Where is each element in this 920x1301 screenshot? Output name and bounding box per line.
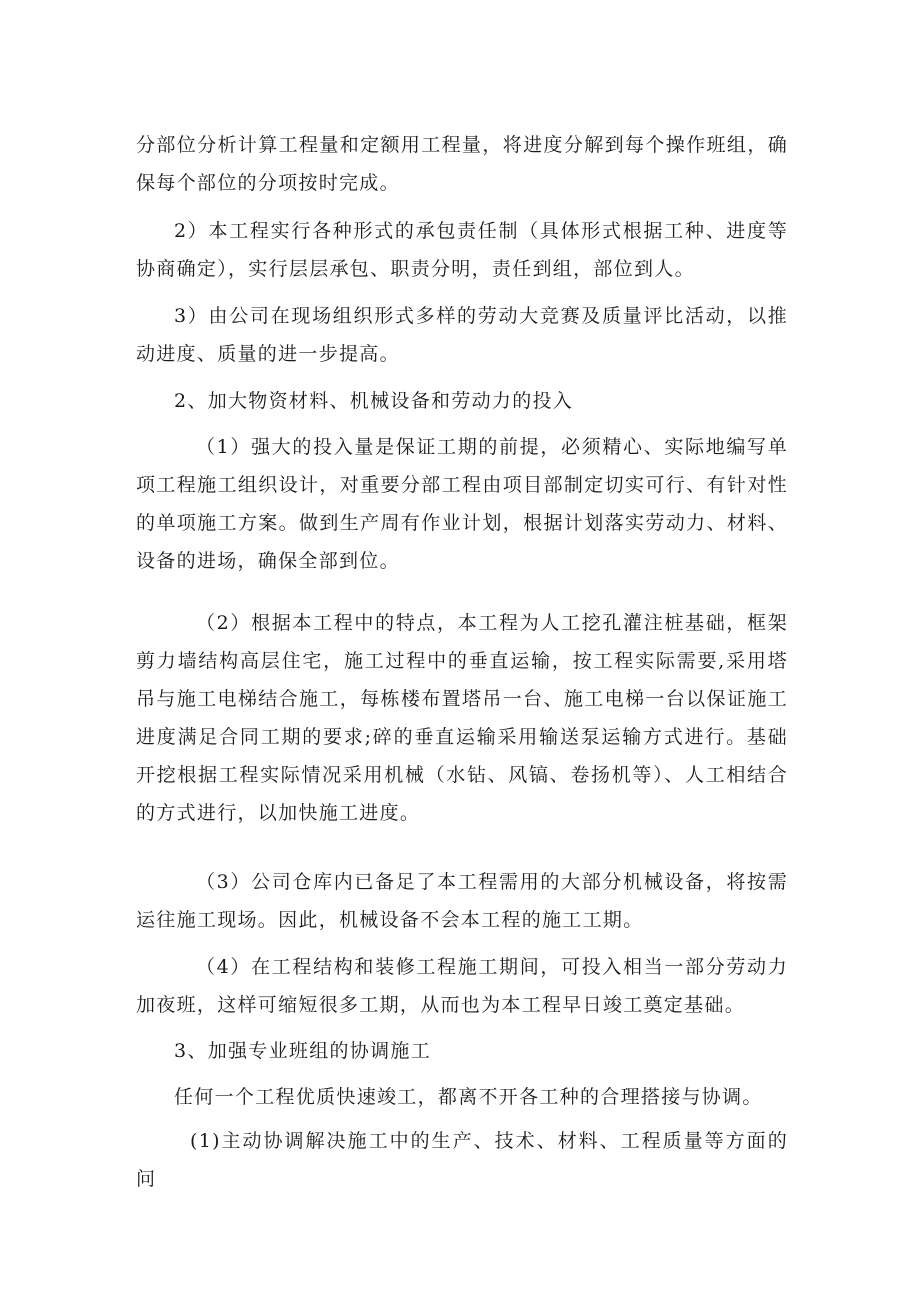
paragraph-coordination-1: (1)主动协调解决施工中的生产、技术、材料、工程质量等方面的问 <box>136 1130 788 1190</box>
paragraph-schedule-breakdown: 分部位分析计算工程量和定额用工程量，将进度分解到每个操作班组，确保每个部位的分项按时完成。 <box>136 134 788 194</box>
section-heading-resources: 2、加大物资材料、机械设备和劳动力的投入 <box>174 390 574 412</box>
paragraph-investment-3: （3）公司仓库内已备足了本工程需用的大部分机械设备，将按需运往施工现场。因此，机械设备不会本工程的施工工期。 <box>136 871 788 931</box>
paragraph-investment-4: （4）在工程结构和装修工程施工期间，可投入相当一部分劳动力加夜班，这样可缩短很多工期，从而也为本工程早日竣工奠定基础。 <box>136 956 788 1016</box>
paragraph-coordination-intro: 任何一个工程优质快速竣工，都离不开各工种的合理搭接与协调。 <box>174 1086 763 1108</box>
paragraph-responsibility-system: 2）本工程实行各种形式的承包责任制（具体形式根据工种、进度等协商确定），实行层层承包、职责分明，责任到组，部位到人。 <box>136 220 788 280</box>
paragraph-labor-competition: 3）由公司在现场组织形式多样的劳动大竞赛及质量评比活动，以推动进度、质量的进一步提高。 <box>136 305 788 365</box>
paragraph-investment-2: （2）根据本工程中的特点，本工程为人工挖孔灌注桩基础，框架剪力墙结构高层住宅，施工过程中的垂直运输，按工程实际需要,采用塔吊与施工电梯结合施工，每栋楼布置塔吊一台、施工电梯一台以保证施工进度满足合同工期的要求;碎的垂直运输采用输送泵运输方式进行。基础开挖根据工程实际情况采用机械（水钻、风镐、卷扬机等）、人工相结合的方式进行，以加快施工进度。 <box>136 612 788 824</box>
paragraph-investment-1: （1）强大的投入量是保证工期的前提，必须精心、实际地编写单项工程施工组织设计，对重要分部工程由项目部制定切实可行、有针对性的单项施工方案。做到生产周有作业计划，根据计划落实劳动力、材料、设备的进场，确保全部到位。 <box>136 436 788 572</box>
section-heading-coordination: 3、加强专业班组的协调施工 <box>174 1040 431 1062</box>
